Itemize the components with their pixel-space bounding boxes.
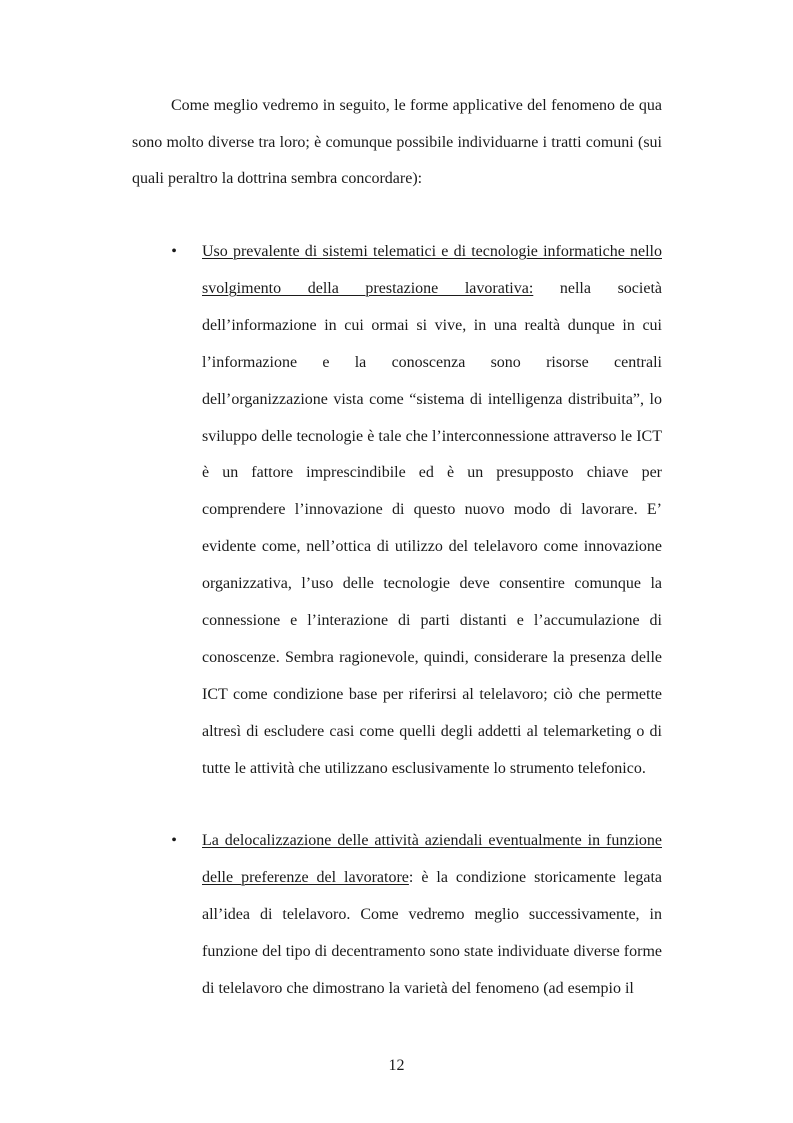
bullet-icon: • bbox=[171, 243, 177, 260]
bullet-paragraph bbox=[202, 823, 662, 1008]
bullet-paragraph bbox=[202, 234, 662, 788]
bullet-heading: La delocalizzazione delle attività aziendali eventualmente in funzione delle preferenze del lavoratore bbox=[202, 832, 662, 886]
bullet-item-ict-usage bbox=[171, 234, 663, 788]
bullet-item-delocalization bbox=[171, 823, 662, 1008]
bullet-body: : è la condizione storicamente legata all’idea di telelavoro. Come vedremo meglio successivamente, in funzione del tipo di decentramento sono state individuate diverse forme di telelavoro che dimostrano la varietà del fenomeno (ad esempio il bbox=[202, 868, 662, 997]
bullet-heading: Uso prevalente di sistemi telematici e di tecnologie informatiche nello svolgimento della prestazione lavorativa: bbox=[202, 243, 662, 297]
intro-paragraph: Come meglio vedremo in seguito, le forme applicative del fenomeno de qua sono molto diverse tra loro; è comunque possibile individuarne i tratti comuni (sui quali peraltro la dottrina sembra concordare): bbox=[132, 97, 662, 187]
bullet-body: nella società dell’informazione in cui ormai si vive, in una realtà dunque in cui l’informazione e la conoscenza sono risorse centrali dell’organizzazione vista come “sistema di intelligenza distribuita”, lo sviluppo delle tecnologie è tale che l’interconnessione attraverso le ICT è un fattore imprescindibile ed è un presupposto chiave per comprendere l’innovazione di questo nuovo modo di lavorare. E’ evidente come, nell’ottica di utilizzo del telelavoro come innovazione organizzativa, l’uso delle tecnologie deve consentire comunque la connessione e l’interazione di parti distanti e l’accumulazione di conoscenze. Sembra ragionevole, quindi, considerare la presenza delle ICT come condizione base per riferirsi al telelavoro; ciò che permette altresì di escludere casi come quelli degli addetti al telemarketing o di tutte le attività che utilizzano esclusivamente lo strumento telefonico. bbox=[202, 279, 663, 777]
bullet-icon: • bbox=[171, 832, 177, 849]
page-number: 12 bbox=[388, 1057, 405, 1074]
